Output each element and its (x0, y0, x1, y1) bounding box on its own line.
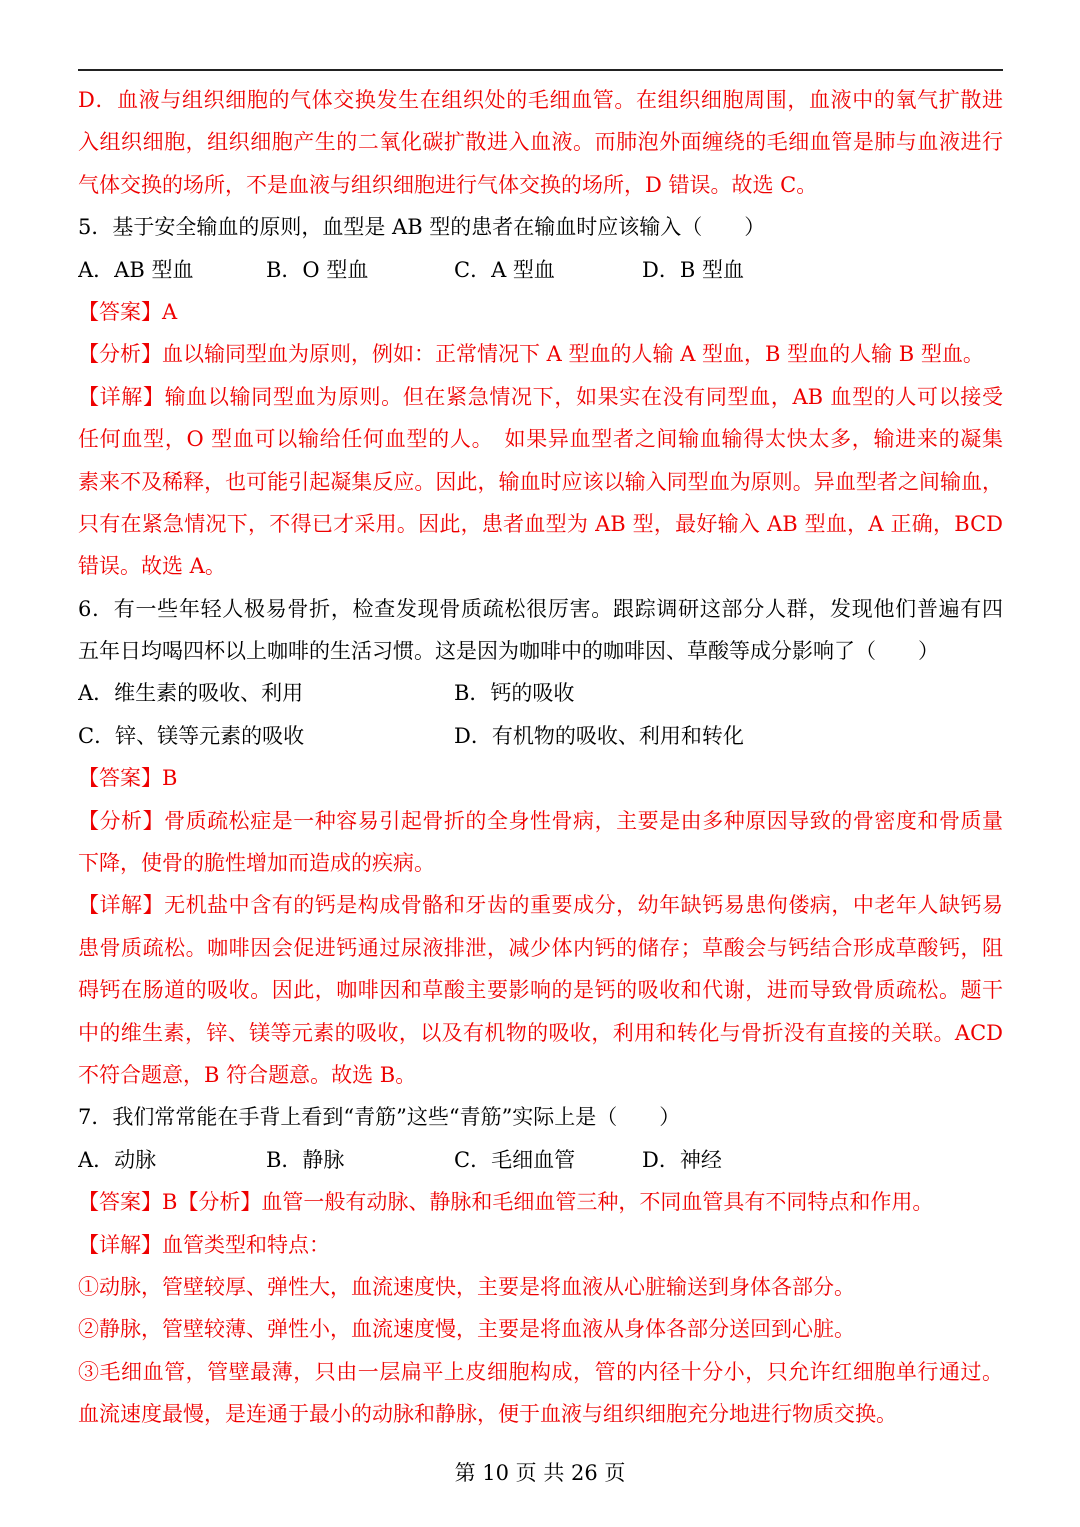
detail-line: 【详解】输血以输同型血为原则。但在紧急情况下，如果实在没有同型血，AB 血型的人可以接受 (78, 384, 1003, 409)
detail-line: 血流速度最慢，是连通于最小的动脉和静脉，便于血液与组织细胞充分地进行物质交换。 (78, 1402, 897, 1427)
question-7-analysis: 【分析】血管一般有动脉、静脉和毛细血管三种，不同血管具有不同特点和作用。 (177, 1190, 934, 1215)
option-d: D．B 型血 (642, 257, 744, 282)
option-d: D．神经 (642, 1147, 722, 1172)
option-b: B．O 型血 (266, 257, 369, 282)
detail-line: 碍钙在肠道的吸收。因此，咖啡因和草酸主要影响的是钙的吸收和代谢，进而导致骨质疏松。题干 (78, 978, 1003, 1003)
detail-line: 中的维生素，锌、镁等元素的吸收，以及有机物的吸收，利用和转化与骨折没有直接的关联。ACD (78, 1020, 1003, 1045)
question-5-analysis: 【分析】血以输同型血为原则，例如：正常情况下 A 型血的人输 A 型血，B 型血的人输 B 型血。 (78, 342, 984, 367)
option-b: B．静脉 (266, 1147, 345, 1172)
detail-line: 气体交换的场所，不是血液与组织细胞进行气体交换的场所，D 错误。故选 C。 (78, 172, 818, 197)
question-6-stem: 6．有一些年轻人极易骨折，检查发现骨质疏松很厉害。跟踪调研这部分人群，发现他们普遍有四 (78, 596, 1003, 621)
question-7-answer: 【答案】B (78, 1190, 178, 1215)
question-6-analysis: 【分析】骨质疏松症是一种容易引起骨折的全身性骨病，主要是由多种原因导致的骨密度和骨质量 (78, 808, 1003, 833)
detail-line: 【详解】血管类型和特点： (78, 1232, 330, 1257)
option-a: A．AB 型血 (78, 257, 194, 282)
question-6-answer: 【答案】B (78, 766, 178, 791)
option-c: C．A 型血 (454, 257, 555, 282)
question-5-stem: 5．基于安全输血的原则，血型是 AB 型的患者在输血时应该输入（ ） (78, 215, 766, 240)
detail-line: 只有在紧急情况下，不得已才采用。因此，患者血型为 AB 型，最好输入 AB 型血，A 正确，BCD (78, 511, 1003, 536)
option-c: C．毛细血管 (454, 1147, 576, 1172)
detail-line: D．血液与组织细胞的气体交换发生在组织处的毛细血管。在组织细胞周围，血液中的氧气扩散进 (78, 88, 1003, 112)
detail-line: 入组织细胞，组织细胞产生的二氧化碳扩散进入血液。而肺泡外面缠绕的毛细血管是肺与血液进行 (78, 130, 1003, 155)
question-6-options-row-1 (78, 672, 1003, 714)
detail-line: 素来不及稀释，也可能引起凝集反应。因此，输血时应该以输入同型血为原则。异血型者之间输血， (78, 469, 1003, 494)
question-5-answer: 【答案】A (78, 299, 178, 324)
detail-line: 不符合题意，B 符合题意。故选 B。 (78, 1062, 417, 1087)
detail-line: 【详解】无机盐中含有的钙是构成骨骼和牙齿的重要成分，幼年缺钙易患佝偻病，中老年人缺钙易 (78, 893, 1003, 918)
question-5-options (78, 249, 1003, 291)
question-6-analysis: 下降，使骨的脆性增加而造成的疾病。 (78, 851, 435, 876)
page-number: 第 10 页 共 26 页 (454, 1461, 626, 1485)
header-rule (78, 69, 1003, 71)
question-7-answer-analysis (78, 1181, 1003, 1223)
option-a: A．动脉 (78, 1147, 157, 1172)
page-content (78, 79, 1003, 1436)
detail-line: 任何血型，O 型血可以输给任何血型的人。 如果异血型者之间输血输得太快太多，输进来的凝集 (78, 427, 1003, 452)
question-7-stem: 7．我们常常能在手背上看到“青筋”这些“青筋”实际上是（ ） (78, 1105, 681, 1130)
detail-line: 患骨质疏松。咖啡因会促进钙通过尿液排泄，减少体内钙的储存；草酸会与钙结合形成草酸钙，阻 (78, 935, 1003, 960)
question-6-stem: 五年日均喝四杯以上咖啡的生活习惯。这是因为咖啡中的咖啡因、草酸等成分影响了（ ） (78, 639, 939, 664)
detail-line: 错误。故选 A。 (78, 554, 226, 579)
detail-line: ①动脉，管壁较厚、弹性大，血流速度快，主要是将血液从心脏输送到身体各部分。 (78, 1274, 855, 1299)
option-b: B．钙的吸收 (454, 681, 575, 706)
option-a: A．维生素的吸收、利用 (78, 681, 304, 706)
option-c: C．锌、镁等元素的吸收 (78, 723, 305, 748)
detail-line: ②静脉，管壁较薄、弹性小，血流速度慢，主要是将血液从身体各部分送回到心脏。 (78, 1317, 855, 1342)
detail-line: ③毛细血管，管壁最薄，只由一层扁平上皮细胞构成，管的内径十分小，只允许红细胞单行通过。 (78, 1359, 1003, 1384)
question-6-options-row-2 (78, 715, 1003, 757)
question-7-options (78, 1139, 1003, 1181)
option-d: D．有机物的吸收、利用和转化 (454, 723, 744, 748)
